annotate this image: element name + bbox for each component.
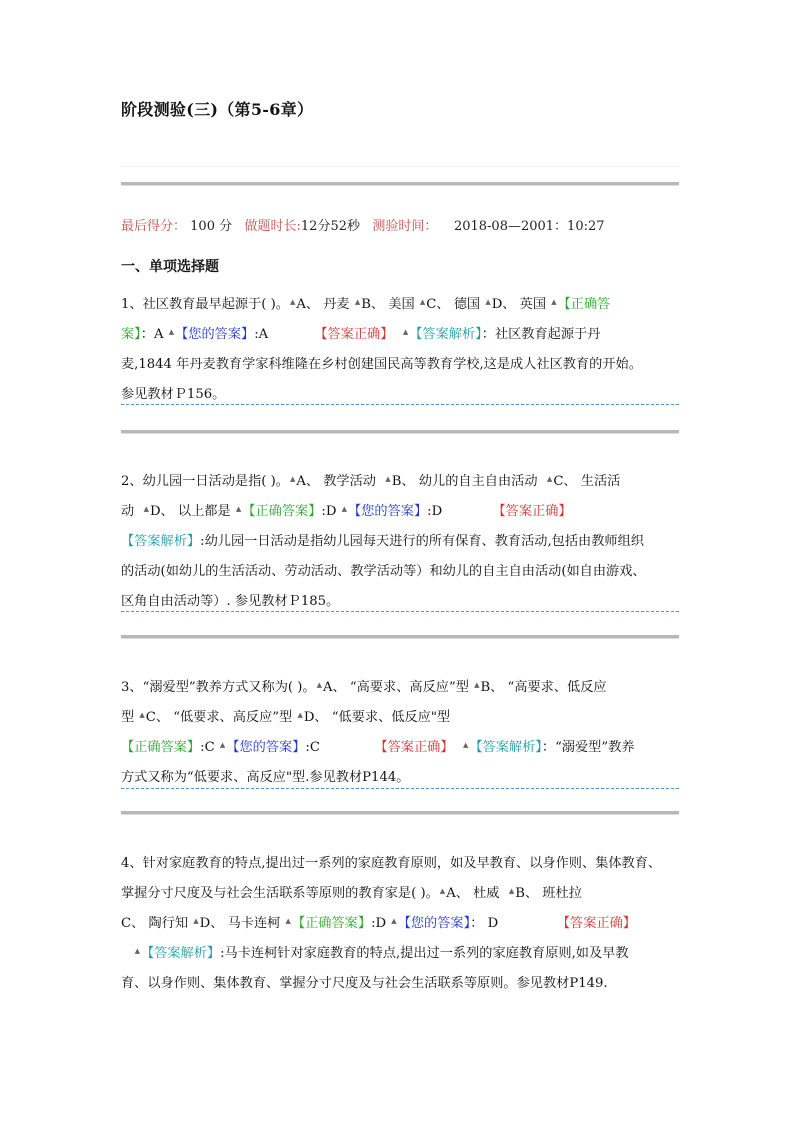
- page-title: 阶段测验(三)（第5-6章）: [121, 100, 314, 119]
- option-d: D、 马卡连柯: [199, 916, 281, 931]
- triangle-icon: ▲: [439, 887, 446, 895]
- triangle-icon: ▲: [193, 917, 199, 925]
- separator-bar: [121, 635, 679, 639]
- triangle-icon: ▲: [168, 328, 175, 336]
- option-a: A、 教学活动: [296, 474, 376, 489]
- question-3: [121, 673, 687, 793]
- answer-correct-badge: 【答案正确】: [492, 504, 572, 519]
- answer-correct-badge: 【答案正确】: [374, 740, 454, 755]
- triangle-icon: ▲: [419, 298, 426, 306]
- dashed-divider: [121, 788, 679, 789]
- option-b: B、 幼儿的自主自由活动: [391, 474, 538, 489]
- triangle-icon: ▲: [219, 741, 226, 749]
- option-c-cont: 动: [121, 504, 135, 519]
- separator-bar: [121, 430, 679, 434]
- correct-answer-label: 【正确答: [557, 297, 611, 312]
- test-time-label: 测验时间：: [372, 219, 438, 234]
- correct-answer-label: 【正确答案】: [121, 740, 201, 755]
- option-b: B、 美国: [361, 297, 415, 312]
- analysis-text: :幼儿园一日活动是指幼儿园每天进行的所有保育、教育活动,包括由教师组织: [200, 534, 644, 549]
- option-a: A、 丹麦: [296, 297, 350, 312]
- question-stem: 2、幼儿园一日活动是指( )。: [121, 474, 289, 489]
- option-c: C、 德国: [426, 297, 481, 312]
- triangle-icon: ▲: [391, 917, 397, 925]
- option-d: D、 “低要求、低反应"型: [303, 710, 451, 725]
- analysis-label: 【答案解析】: [469, 740, 542, 755]
- option-a: A、 杜威: [446, 886, 500, 901]
- triangle-icon: ▲: [402, 328, 409, 336]
- correct-answer-value: ：A: [140, 327, 164, 342]
- analysis-colon: ：: [481, 327, 495, 342]
- analysis-text: 参见教材Ｐ156。: [121, 387, 226, 402]
- option-d: D、 以上都是: [149, 504, 231, 519]
- correct-answer-value: :C: [200, 740, 215, 755]
- duration-value: 12分52秒: [300, 219, 360, 234]
- correct-answer-label-cont: 案】: [121, 327, 141, 342]
- your-answer-value: :C: [305, 740, 320, 755]
- analysis-label: 【答案解析】: [121, 534, 201, 549]
- triangle-icon: ▲: [235, 505, 242, 513]
- answer-correct-badge: 【答案正确】: [314, 327, 394, 342]
- triangle-icon: ▲: [485, 298, 491, 306]
- separator-bar: [121, 811, 679, 815]
- triangle-icon: ▲: [139, 711, 145, 719]
- correct-answer-label: 【正确答案】: [291, 916, 372, 931]
- question-stem: 1、社区教育最早起源于( )。: [121, 297, 289, 312]
- triangle-icon: ▲: [474, 681, 480, 689]
- triangle-icon: ▲: [316, 681, 322, 689]
- divider: [121, 166, 679, 167]
- option-b-cont: 型: [121, 710, 135, 725]
- analysis-colon: ：: [541, 740, 556, 755]
- triangle-icon: ▲: [289, 298, 296, 306]
- triangle-icon: ▲: [462, 741, 469, 749]
- analysis-text: :马卡连柯针对家庭教育的特点,提出过一系列的家庭教育原则,如及早教: [220, 946, 629, 961]
- triangle-icon: ▲: [285, 917, 291, 925]
- final-score-value: 100 分: [190, 219, 233, 234]
- analysis-text: “溺爱型”教养: [555, 740, 635, 755]
- question-stem: 3、“溺爱型”教养方式又称为( )。: [121, 680, 316, 695]
- dashed-divider: [121, 404, 679, 405]
- correct-answer-label: 【正确答案】: [242, 504, 322, 519]
- analysis-text: 的活动(如幼儿的生活活动、劳动活动、教学活动等）和幼儿的自主自由活动(如自由游戏、: [121, 564, 646, 579]
- analysis-text: 区角自由活动等）. 参见教材Ｐ185。: [121, 594, 340, 609]
- triangle-icon: ▲: [551, 298, 557, 306]
- duration-label: 做题时长:: [244, 219, 301, 234]
- triangle-icon: ▲: [297, 711, 303, 719]
- triangle-icon: ▲: [143, 505, 149, 513]
- option-b: B、 班杜拉: [515, 886, 582, 901]
- your-answer-label: 【您的答案】: [397, 916, 471, 931]
- option-c: C、 “低要求、高反应”型: [145, 710, 293, 725]
- option-c: C、 生活活: [553, 474, 621, 489]
- triangle-icon: ▲: [508, 887, 515, 895]
- question-4: [121, 849, 687, 999]
- your-answer-label: 【您的答案】: [226, 740, 306, 755]
- final-score-label: 最后得分：: [121, 219, 187, 234]
- analysis-label: 【答案解析】: [409, 327, 482, 342]
- your-answer-value: ： D: [470, 916, 499, 931]
- correct-answer-value: :D: [371, 916, 387, 931]
- answer-correct-badge: 【答案正确】: [556, 916, 636, 931]
- triangle-icon: ▲: [385, 475, 391, 483]
- triangle-icon: ▲: [354, 298, 361, 306]
- your-answer-label: 【您的答案】: [175, 327, 255, 342]
- analysis-text: 育、以身作则、集体教育、掌握分寸尺度及与社会生活联系等原则。参见教材P149.: [121, 976, 608, 991]
- triangle-icon: ▲: [289, 475, 296, 483]
- section-heading: 一、单项选择题: [121, 259, 219, 275]
- option-a: A、 “高要求、高反应”型: [323, 680, 469, 695]
- analysis-text: 社区教育起源于丹: [494, 327, 601, 342]
- option-b: B、 “高要求、低反应: [480, 680, 607, 695]
- question-stem: 4、针对家庭教育的特点,提出过一系列的家庭教育原则，如及早教育、以身作则、集体教育、: [121, 856, 662, 871]
- separator-bar: [121, 182, 679, 186]
- your-answer-value: :D: [427, 504, 443, 519]
- triangle-icon: ▲: [134, 947, 140, 955]
- score-summary: [121, 215, 605, 234]
- question-stem-cont: 掌握分寸尺度及与社会生活联系等原则的教育家是( )。: [121, 886, 439, 901]
- correct-answer-value: :D: [321, 504, 337, 519]
- question-2: [121, 467, 687, 617]
- option-d: D、 英国: [491, 297, 547, 312]
- question-1: [121, 290, 687, 410]
- triangle-icon: ▲: [546, 475, 553, 483]
- analysis-label: 【答案解析】: [140, 946, 221, 961]
- analysis-text: 方式又称为“低要求、高反应"型.参见教材P144。: [121, 770, 410, 785]
- test-time-value: 2018-08—2001：10:27: [453, 219, 605, 234]
- analysis-text: 麦,1844 年丹麦教育学家科维隆在乡村创建国民高等教育学校,这是成人社区教育的开始。: [121, 357, 642, 372]
- your-answer-value: :A: [254, 327, 269, 342]
- dashed-divider: [121, 611, 679, 612]
- your-answer-label: 【您的答案】: [348, 504, 428, 519]
- option-c: C、 陶行知: [121, 916, 189, 931]
- triangle-icon: ▲: [341, 505, 348, 513]
